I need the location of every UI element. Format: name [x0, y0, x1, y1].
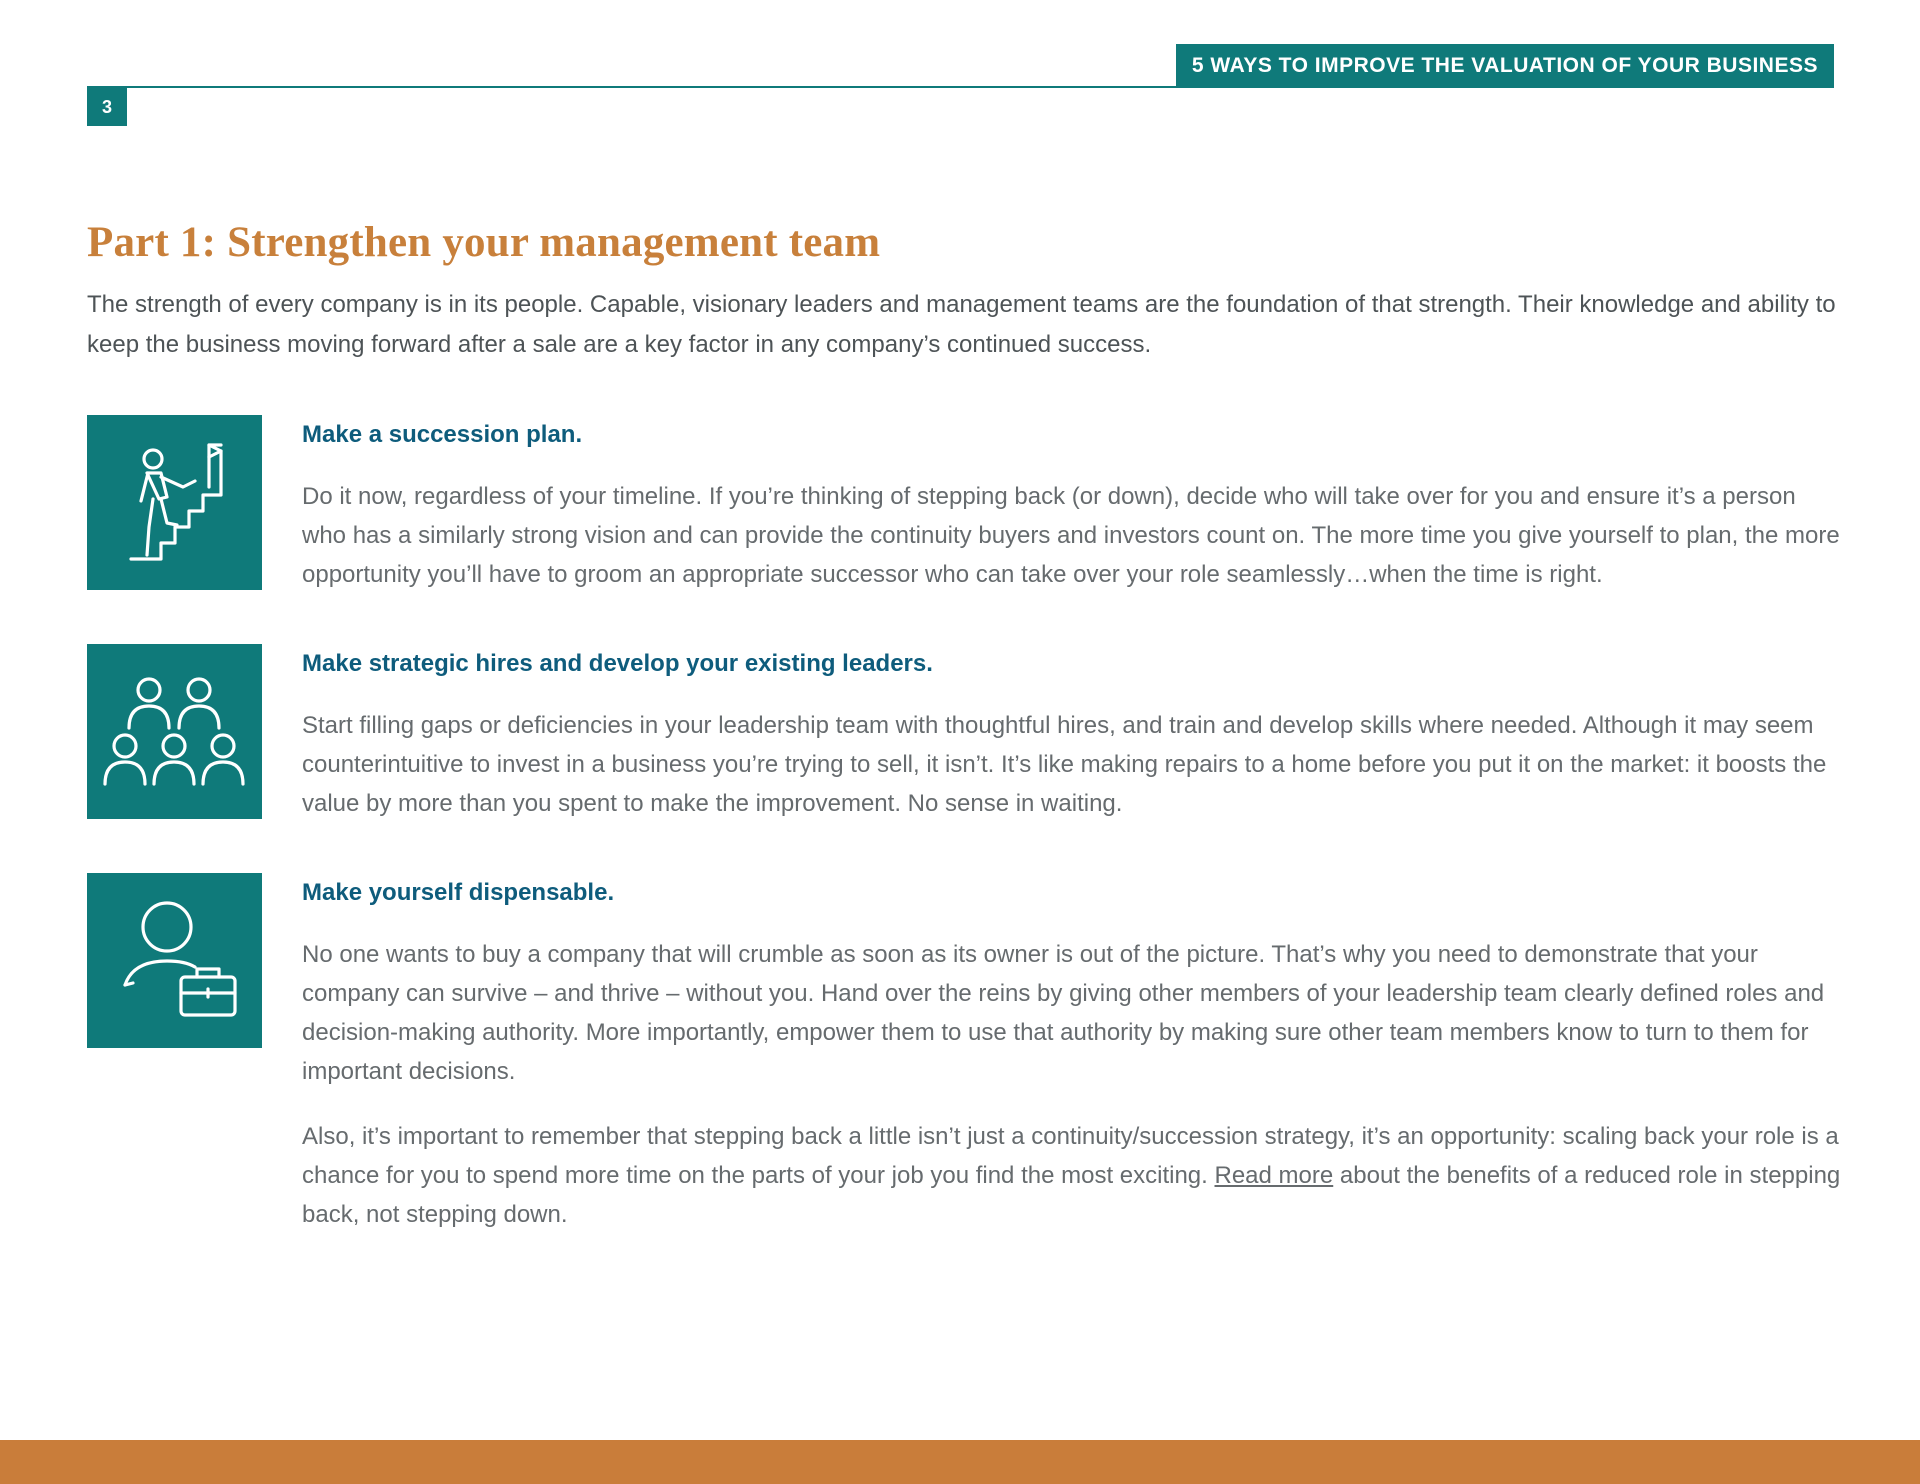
section-body-continued [302, 1117, 1842, 1234]
section-dispensable [87, 873, 1841, 1253]
section-body: Start filling gaps or deficiencies in your leadership team with thoughtful hires, and train and develop skills where needed. Although it may seem counterintuitive to invest in a business you’re trying to sell, it isn’t. It’s like making repairs to a home before you put it on the market: it boosts the value by more than you spent to make the improvement. No sense in waiting. [302, 712, 1827, 817]
header-title-tag: 5 WAYS TO IMPROVE THE VALUATION OF YOUR BUSINESS [1176, 44, 1834, 88]
person-briefcase-icon [87, 873, 262, 1048]
page-number: 3 [87, 88, 127, 126]
section-body: No one wants to buy a company that will crumble as soon as its owner is out of the picture. That’s why you need to demonstrate that your company can survive – and thrive – without you. Hand over the reins by giving other members of your leadership team clearly defined roles and decision-making authority. More importantly, empower them to use that authority by making sure other team members know to turn to them for important decisions. [302, 941, 1825, 1085]
footer-bar [0, 1440, 1920, 1484]
section-title: Make a succession plan. [302, 421, 583, 448]
section-title: Make yourself dispensable. [302, 879, 615, 906]
section-body-text-before-link: Also, it’s important to remember that stepping back a little isn’t just a continuity/succession strategy, it’s an opportunity: scaling back your role is a chance for you to spend more time on the parts of your job you find the most exciting. [302, 1123, 1839, 1189]
climbing-stairs-to-flag-icon [87, 415, 262, 590]
read-more-link[interactable]: Read more [1214, 1162, 1334, 1189]
section-title: Make strategic hires and develop your existing leaders. [302, 650, 933, 677]
part-title: Part 1: Strengthen your management team [87, 219, 881, 266]
section-body: Do it now, regardless of your timeline. If you’re thinking of stepping back (or down), decide who will take over for you and ensure it’s a person who has a similarly strong vision and can provide the continuity buyers and investors count on. The more time you give yourself to plan, the more opportunity you’ll have to groom an appropriate successor who can take over your role seamlessly…when the time is right. [302, 483, 1840, 588]
team-group-icon [87, 644, 262, 819]
intro-paragraph: The strength of every company is in its people. Capable, visionary leaders and management teams are the foundation of that strength. Their knowledge and ability to keep the business moving forward after a sale are a key factor in any company’s continued success. [87, 291, 1836, 358]
section-succession-plan [87, 415, 1840, 595]
section-body-text-after-link: about the benefits of a reduced role in stepping back, not stepping down. [302, 1162, 1841, 1228]
section-strategic-hires [87, 644, 1837, 824]
